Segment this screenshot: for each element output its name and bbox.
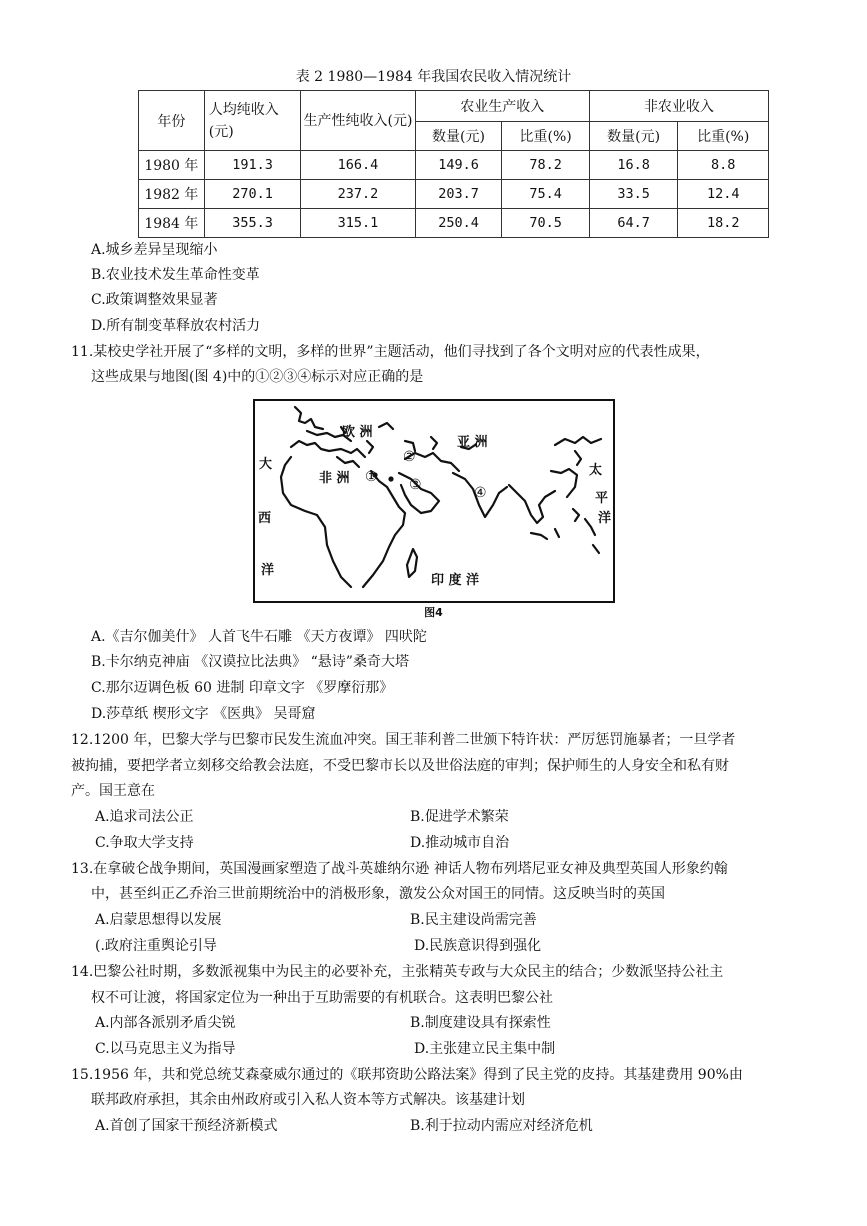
header-non-ratio: 比重(%) — [678, 122, 769, 151]
header-per-capita: 人均纯收入(元) — [204, 91, 301, 151]
cell-non-ratio: 18.2 — [678, 209, 769, 238]
cell-agri-ratio: 75.4 — [502, 180, 590, 209]
table-row — [139, 209, 769, 238]
q13-stem-line2: 中，甚至纠正乙乔治三世前期统治中的消极形象，激发公众对国王的同情。这反映当时的英国 — [91, 886, 665, 902]
q11-option-b[interactable]: B.卡尔纳克神庙 《汉谟拉比法典》 “悬诗”桑奇大塔 — [91, 654, 409, 670]
q15-stem-line2: 联邦政府承担，其余由州政府或引入私人资本等方式解决。该基建计划 — [91, 1092, 525, 1108]
cell-year: 1984 年 — [139, 209, 205, 238]
q14-option-b[interactable]: B.制度建设具有探索性 — [410, 1015, 551, 1031]
cell-non-amount: 64.7 — [589, 209, 678, 238]
label-atlantic-2: 西 — [258, 511, 272, 526]
table-row — [139, 180, 769, 209]
header-productive: 生产性纯收入(元) — [301, 91, 415, 151]
q13-option-c[interactable]: (.政府注重舆论引导 — [95, 938, 217, 954]
q14-option-c[interactable]: C.以马克思主义为指导 — [95, 1041, 236, 1057]
q12-option-c[interactable]: C.争取大学支持 — [95, 835, 194, 851]
header-agri-ratio: 比重(%) — [502, 122, 590, 151]
cell-agri-ratio: 78.2 — [502, 151, 590, 180]
label-atlantic-1: 大 — [259, 457, 273, 472]
marker-3: ③ — [409, 477, 422, 493]
q11-stem-line2: 这些成果与地图(图 4)中的①②③④标示对应正确的是 — [91, 369, 424, 385]
cell-per-capita: 355.3 — [204, 209, 301, 238]
header-non-amount: 数量(元) — [589, 122, 678, 151]
cell-productive: 315.1 — [301, 209, 415, 238]
q12-stem-line3: 产。国王意在 — [71, 783, 155, 799]
q12-option-d[interactable]: D.推动城市自治 — [410, 835, 510, 851]
cell-non-amount: 16.8 — [589, 151, 678, 180]
q12-stem-line1: 12.1200 年，巴黎大学与巴黎市民发生流血冲突。国王菲利普二世颁下特许状：严厉惩罚施暴者；一旦学者 — [71, 732, 736, 748]
label-africa: 非 洲 — [319, 471, 350, 486]
label-pacific-1: 太 — [589, 463, 603, 478]
q10-option-a[interactable]: A.城乡差异呈现缩小 — [91, 242, 218, 258]
label-indian-ocean: 印 度 洋 — [431, 573, 480, 588]
q12-stem-line2: 被拘捕，要把学者立刻移交给教会法庭，不受巴黎市长以及世俗法庭的审判；保护师生的人身安全和私有财 — [71, 758, 729, 774]
q13-stem-line1: 13.在拿破仑战争期间，英国漫画家塑造了战斗英雄纳尔逊 神话人物布列塔尼亚女神及典型英国人形象约翰 — [71, 861, 728, 877]
cell-agri-amount: 203.7 — [415, 180, 502, 209]
q11-option-a[interactable]: A.《吉尔伽美什》 人首飞牛石雕 《天方夜谭》 四吠陀 — [91, 629, 427, 645]
q15-option-a[interactable]: A.首创了国家干预经济新模式 — [95, 1118, 278, 1134]
label-pacific-2: 平 — [595, 491, 609, 506]
cell-agri-ratio: 70.5 — [502, 209, 590, 238]
q14-stem-line1: 14.巴黎公社时期，多数派视集中为民主的必要补充，主张精英专政与大众民主的结合；少数派坚持公社主 — [71, 964, 724, 980]
table-caption: 表 2 1980—1984 年我国农民收入情况统计 — [295, 69, 572, 85]
header-nonagri: 非农业收入 — [589, 91, 768, 122]
cell-agri-amount: 149.6 — [415, 151, 502, 180]
header-agri-amount: 数量(元) — [415, 122, 502, 151]
table-row — [139, 151, 769, 180]
cell-productive: 237.2 — [301, 180, 415, 209]
cell-non-ratio: 8.8 — [678, 151, 769, 180]
cell-agri-amount: 250.4 — [415, 209, 502, 238]
income-table — [138, 90, 769, 238]
q12-option-a[interactable]: A.追求司法公正 — [95, 809, 194, 825]
q10-option-b[interactable]: B.农业技术发生革命性变革 — [91, 267, 260, 283]
header-year: 年份 — [139, 91, 205, 151]
q11-stem-line1: 11.某校史学社开展了“多样的文明，多样的世界”主题活动，他们寻找到了各个文明对应的代表性成果， — [71, 344, 710, 360]
world-map — [253, 399, 615, 603]
q11-option-d[interactable]: D.莎草纸 楔形文字 《医典》 吴哥窟 — [91, 706, 316, 722]
q13-option-b[interactable]: B.民主建设尚需完善 — [410, 912, 537, 928]
q15-stem-line1: 15.1956 年，共和党总统艾森豪威尔通过的《联邦资助公路法案》得到了民主党的皮持。其基建费用 90%由 — [71, 1067, 743, 1083]
cell-non-amount: 33.5 — [589, 180, 678, 209]
marker-4: ④ — [474, 485, 487, 501]
q10-option-c[interactable]: C.政策调整效果显著 — [91, 292, 218, 308]
cell-per-capita: 191.3 — [204, 151, 301, 180]
cell-productive: 166.4 — [301, 151, 415, 180]
label-asia: 亚 洲 — [457, 435, 488, 450]
cell-non-ratio: 12.4 — [678, 180, 769, 209]
q14-stem-line2: 权不可让渡，将国家定位为一种出于互助需要的有机联合。这表明巴黎公社 — [91, 990, 553, 1006]
q13-option-a[interactable]: A.启蒙思想得以发展 — [95, 912, 222, 928]
label-pacific-3: 洋 — [598, 511, 612, 526]
q11-option-c[interactable]: C.那尔迈调色板 60 进制 印章文字 《罗摩衍那》 — [91, 680, 394, 696]
cell-per-capita: 270.1 — [204, 180, 301, 209]
header-agri: 农业生产收入 — [415, 91, 589, 122]
q12-option-b[interactable]: B.促进学术繁荣 — [410, 809, 509, 825]
cell-year: 1980 年 — [139, 151, 205, 180]
figure-caption: 图4 — [424, 606, 443, 619]
cell-year: 1982 年 — [139, 180, 205, 209]
label-atlantic-3: 洋 — [261, 563, 275, 578]
q15-option-b[interactable]: B.利于拉动内需应对经济危机 — [410, 1118, 593, 1134]
q10-option-d[interactable]: D.所有制变革释放农村活力 — [91, 318, 261, 334]
q14-option-a[interactable]: A.内部各派别矛盾尖锐 — [95, 1015, 236, 1031]
marker-1: ① — [365, 469, 378, 485]
q14-option-d[interactable]: D.主张建立民主集中制 — [414, 1041, 556, 1057]
q13-option-d[interactable]: D.民族意识得到强化 — [414, 938, 542, 954]
marker-2: ② — [403, 449, 416, 465]
label-europe: 欧 洲 — [342, 425, 373, 440]
